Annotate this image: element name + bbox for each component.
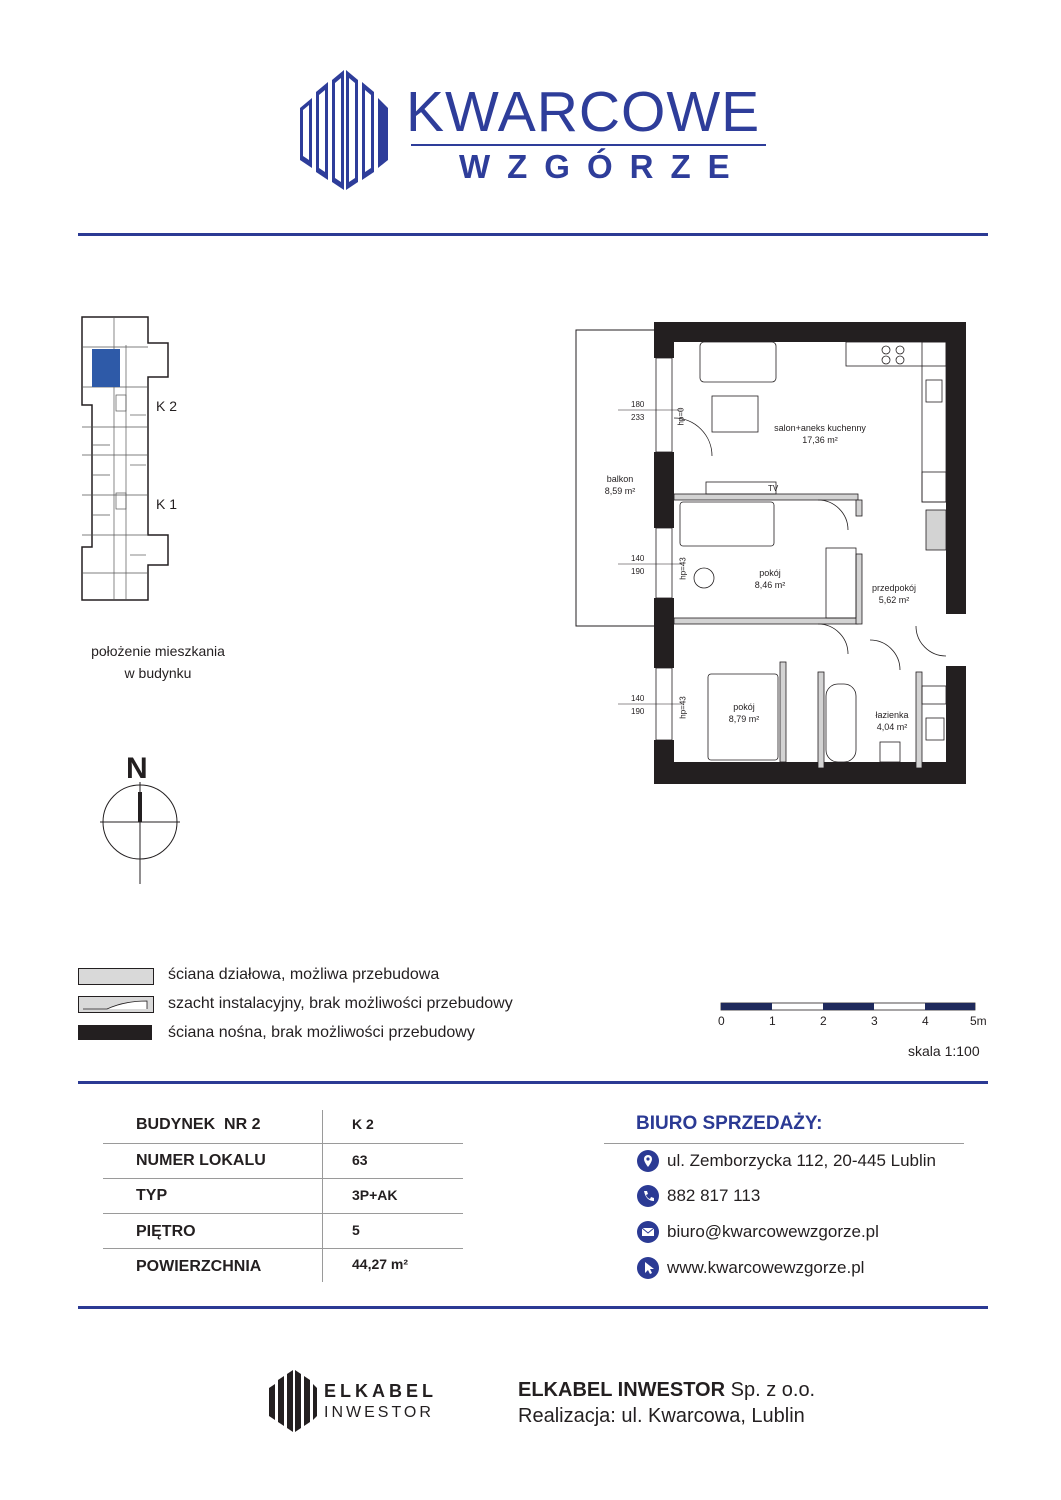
scale-bar: [720, 1002, 976, 1012]
info-label-floor: PIĘTRO: [136, 1223, 196, 1240]
sales-office-email[interactable]: biuro@kwarcowewzgorze.pl: [667, 1222, 879, 1241]
info-column-divider: [322, 1110, 323, 1282]
room-area: 4,04 m²: [876, 721, 908, 732]
window-3-width: 140: [631, 694, 645, 703]
window-2-height: 190: [631, 567, 645, 576]
info-value-type: 3P+AK: [352, 1187, 398, 1203]
room-area: 8,79 m²: [728, 713, 760, 724]
room-name: przedpokój: [871, 583, 917, 593]
footer-company: [518, 1379, 815, 1402]
scale-tick: 1: [769, 1014, 776, 1028]
highlighted-apartment: [92, 349, 120, 387]
light-wall-swatch: [78, 968, 154, 985]
elkabel-logo-line1: ELKABEL: [324, 1381, 437, 1401]
elkabel-logo-icon: [268, 1370, 318, 1432]
scale-tick: 2: [820, 1014, 827, 1028]
room-area: 8,46 m²: [754, 579, 786, 590]
window-3-height: 190: [631, 707, 645, 716]
room-label-room1: [744, 568, 796, 591]
info-row-separator: [103, 1178, 463, 1179]
key-plan-caption: [78, 640, 238, 685]
info-label-unit-number: NUMER LOKALU: [136, 1152, 266, 1169]
window-1-height: 233: [631, 413, 645, 422]
info-label-area: POWIERZCHNIA: [136, 1258, 262, 1275]
room-label-room2: [718, 702, 770, 725]
key-plan-caption-line1: położenie mieszkania: [91, 643, 225, 659]
sales-office-divider: [604, 1143, 964, 1144]
shaft-swatch: [78, 996, 154, 1013]
location-pin-icon: [637, 1150, 659, 1172]
window-1-width: 180: [631, 400, 645, 409]
brand-underline: [411, 144, 766, 146]
room-label-living: [770, 423, 870, 446]
room-area: 17,36 m²: [802, 434, 838, 445]
info-row-separator: [103, 1248, 463, 1249]
stair-label-k2: K 2: [156, 398, 178, 414]
header-divider: [78, 233, 988, 236]
window-2-sill: hp=43: [678, 557, 688, 580]
sales-office-phone[interactable]: 882 817 113: [667, 1186, 761, 1205]
footer-company-name: ELKABEL INWESTOR: [518, 1379, 726, 1401]
room-name: salon+aneks kuchenny: [774, 423, 866, 433]
room-name: pokój: [733, 702, 755, 712]
info-value-area: 44,27 m²: [352, 1256, 409, 1272]
stair-label-k1: K 1: [156, 496, 178, 512]
legend-shaft: szacht instalacyjny, brak możliwości przebudowy: [168, 995, 513, 1012]
info-label-building: BUDYNEK NR 2: [136, 1116, 261, 1133]
brand-name-primary: KWARCOWE: [406, 80, 761, 144]
window-1-sill: hp=0: [676, 407, 686, 426]
sales-office-website[interactable]: www.kwarcowewzgorze.pl: [667, 1258, 865, 1277]
compass-label: N: [126, 752, 148, 785]
info-row-separator: [103, 1213, 463, 1214]
phone-icon: [637, 1185, 659, 1207]
sales-office-title: BIURO SPRZEDAŻY:: [636, 1113, 823, 1134]
legend-bearing-wall: ściana nośna, brak możliwości przebudowy: [168, 1024, 475, 1041]
info-value-building: K 2: [352, 1116, 374, 1132]
info-divider-bottom: [78, 1306, 988, 1309]
info-value-floor: 5: [352, 1222, 360, 1238]
sales-office-address: ul. Zemborzycka 112, 20-445 Lublin: [667, 1151, 937, 1170]
info-label-type: TYP: [136, 1187, 168, 1204]
elkabel-logo-line2: INWESTOR: [324, 1404, 434, 1421]
email-icon: [637, 1221, 659, 1243]
footer-company-suffix: Sp. z o.o.: [730, 1379, 816, 1401]
info-row-separator: [103, 1143, 463, 1144]
window-2-width: 140: [631, 554, 645, 563]
scale-tick: 3: [871, 1014, 878, 1028]
compass-icon: [98, 782, 182, 886]
building-key-plan: [80, 315, 180, 605]
cursor-icon: [637, 1257, 659, 1279]
scale-tick: 4: [922, 1014, 929, 1028]
tv-label: TV: [768, 484, 779, 493]
footer-realization: Realizacja: ul. Kwarcowa, Lublin: [518, 1405, 805, 1427]
room-name: pokój: [759, 568, 781, 578]
key-plan-caption-line2: w budynku: [124, 665, 192, 682]
bearing-wall-swatch: [78, 1025, 152, 1040]
room-name: balkon: [606, 474, 634, 484]
scale-tick: 0: [718, 1014, 725, 1028]
building-logo-icon: [298, 68, 390, 193]
scale-label: skala 1:100: [908, 1043, 980, 1059]
info-divider-top: [78, 1081, 988, 1084]
info-value-unit-number: 63: [352, 1152, 368, 1168]
scale-tick: 5m: [970, 1014, 987, 1028]
brand-name-secondary: WZGÓRZE: [459, 148, 747, 185]
room-label-balcony: [594, 474, 646, 497]
room-label-hall: [862, 583, 926, 606]
room-area: 8,59 m²: [604, 485, 636, 496]
room-name: łazienka: [875, 710, 909, 720]
room-area: 5,62 m²: [878, 594, 910, 605]
legend-light-wall: ściana działowa, możliwa przebudowa: [168, 966, 440, 983]
room-label-bathroom: [866, 710, 918, 733]
window-3-sill: hp=43: [678, 696, 688, 719]
